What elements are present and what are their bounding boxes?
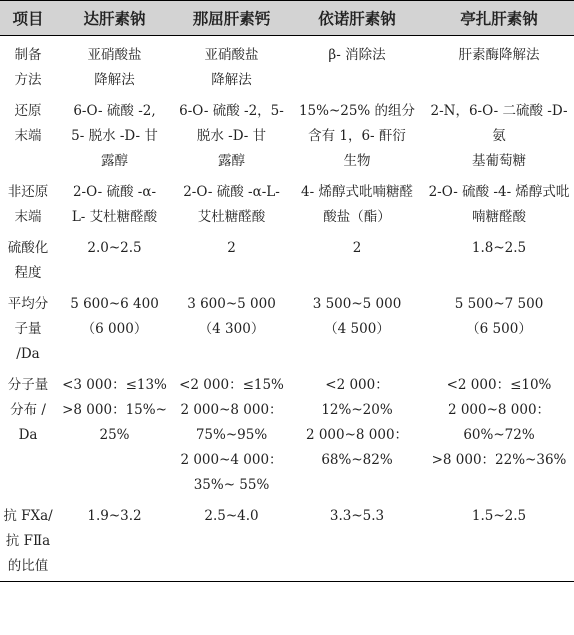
table-row bbox=[0, 99, 574, 180]
table-cell: 亚硝酸盐 降解法 bbox=[204, 47, 259, 88]
table-cell: 1.5~2.5 bbox=[424, 504, 574, 582]
table-cell: 2 bbox=[352, 240, 362, 256]
header-item: 项目 bbox=[0, 1, 56, 36]
row-label: 还原 末端 bbox=[14, 103, 42, 144]
table-cell: 6-O- 硫酸 -2，5- 脱水 -D- 甘 露醇 bbox=[179, 103, 284, 169]
table-cell: β- 消除法 bbox=[328, 47, 386, 63]
header-nadroparin: 那屈肝素钙 bbox=[173, 1, 290, 36]
table-cell: 15%~25% 的组分 含有 1，6- 酐衍 生物 bbox=[298, 103, 416, 169]
table-row bbox=[0, 504, 574, 582]
header-tinzaparin: 亭扎肝素钠 bbox=[424, 1, 574, 36]
table-row bbox=[0, 36, 574, 100]
table-cell: <2 000：12%~20% 2 000~8 000： 68%~82% bbox=[305, 377, 409, 468]
table-cell: 2-O- 硫酸 -4- 烯醇式吡 喃糖醛酸 bbox=[428, 184, 570, 225]
header-row bbox=[0, 1, 574, 36]
table-cell: 1.9~3.2 bbox=[56, 504, 173, 582]
table-cell: 肝素酶降解法 bbox=[458, 47, 540, 63]
row-label: 分子量 分布 / Da bbox=[7, 377, 49, 443]
table-cell: 6-O- 硫酸 -2, 5- 脱水 -D- 甘 露醇 bbox=[71, 103, 158, 169]
header-enoxaparin: 依诺肝素钠 bbox=[290, 1, 424, 36]
table-cell: 2-N，6-O- 二硫酸 -D- 氨 基葡萄糖 bbox=[430, 103, 568, 169]
row-label: 硫酸化 程度 bbox=[7, 240, 49, 281]
table-cell: 1.8~2.5 bbox=[471, 240, 527, 256]
table-cell: 4- 烯醇式吡喃糖醛 酸盐（酯） bbox=[301, 184, 413, 225]
table-cell: 2-O- 硫酸 -α-L- 艾杜糖醛酸 bbox=[183, 184, 280, 225]
table-cell: <2 000：≤15% 2 000~8 000： 75%~95% 2 000~4 000： 35%~ 55% bbox=[179, 377, 284, 493]
row-label: 制备 方法 bbox=[14, 47, 42, 88]
header-dalteparin: 达肝素钠 bbox=[56, 1, 173, 36]
table-row bbox=[0, 292, 574, 373]
table-cell: 2.5~4.0 bbox=[173, 504, 290, 582]
table-cell: 2-O- 硫酸 -α- L- 艾杜糖醛酸 bbox=[71, 184, 158, 225]
row-label: 抗 FⅩa/ 抗 FⅡa 的比值 bbox=[0, 504, 56, 582]
table-cell: 2.0~2.5 bbox=[87, 240, 142, 256]
row-label: 平均分 子量 /Da bbox=[7, 296, 49, 362]
row-label: 非还原 末端 bbox=[7, 184, 49, 225]
table-cell: 亚硝酸盐 降解法 bbox=[87, 47, 142, 88]
table-cell: <2 000：≤10% 2 000~8 000：60%~72% >8 000：22%~36% bbox=[431, 377, 567, 468]
table-cell: <3 000：≤13% >8 000：15%~ 25% bbox=[62, 377, 167, 443]
table-cell: 5 500~7 500 （6 500） bbox=[454, 296, 544, 337]
table-cell: 3 500~5 000 （4 500） bbox=[312, 296, 402, 337]
table-cell: 3 600~5 000 （4 300） bbox=[187, 296, 276, 337]
table-cell: 3.3~5.3 bbox=[290, 504, 424, 582]
table-cell: 5 600~6 400 （6 000） bbox=[70, 296, 159, 337]
table-row bbox=[0, 236, 574, 292]
table-cell: 2 bbox=[227, 240, 236, 256]
table-row bbox=[0, 180, 574, 236]
table-row bbox=[0, 373, 574, 504]
